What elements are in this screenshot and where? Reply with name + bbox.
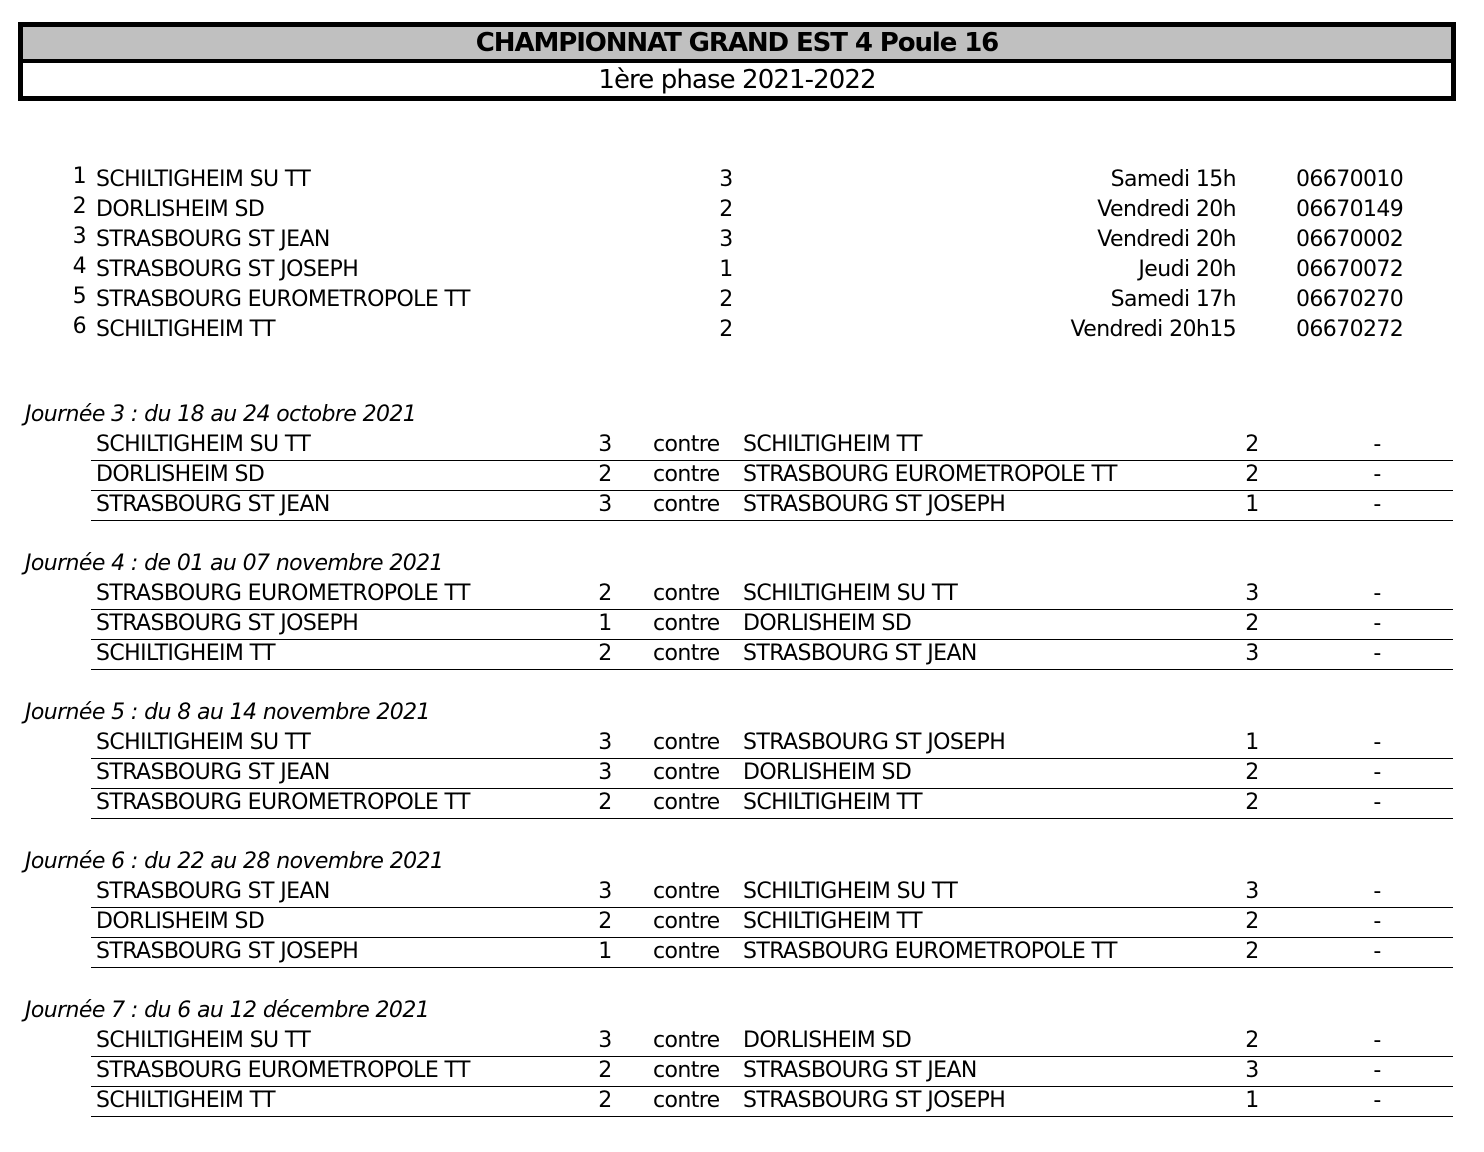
team-schedule: Samedi 15h (1110, 167, 1236, 192)
match-row (91, 1057, 1453, 1087)
versus-label: contre (653, 909, 720, 934)
home-team: SCHILTIGHEIM TT (96, 641, 275, 666)
team-score: 1 (719, 257, 733, 282)
home-score: 3 (598, 879, 612, 904)
away-team: SCHILTIGHEIM SU TT (743, 581, 958, 606)
versus-label: contre (653, 641, 720, 666)
team-score: 3 (719, 227, 733, 252)
away-score: 2 (1245, 432, 1259, 457)
versus-label: contre (653, 790, 720, 815)
away-score: 1 (1245, 730, 1259, 755)
home-score: 3 (598, 492, 612, 517)
team-rank: 3 (72, 224, 86, 249)
versus-label: contre (653, 760, 720, 785)
versus-label: contre (653, 492, 720, 517)
team-schedule: Vendredi 20h (1097, 227, 1236, 252)
versus-label: contre (653, 1028, 720, 1053)
match-row (91, 580, 1453, 610)
match-row (91, 878, 1453, 908)
team-schedule: Samedi 17h (1110, 287, 1236, 312)
team-code: 06670072 (1296, 257, 1404, 282)
team-score: 2 (719, 287, 733, 312)
match-result: - (1373, 939, 1381, 964)
away-score: 2 (1245, 939, 1259, 964)
home-score: 3 (598, 1028, 612, 1053)
away-score: 2 (1245, 1028, 1259, 1053)
away-team: STRASBOURG ST JEAN (743, 641, 977, 666)
match-row (91, 908, 1453, 938)
away-score: 2 (1245, 462, 1259, 487)
match-result: - (1373, 909, 1381, 934)
away-team: SCHILTIGHEIM TT (743, 432, 922, 457)
away-team: DORLISHEIM SD (743, 1028, 912, 1053)
away-score: 2 (1245, 760, 1259, 785)
team-score: 2 (719, 197, 733, 222)
match-result: - (1373, 760, 1381, 785)
team-row (0, 285, 1484, 315)
away-score: 1 (1245, 1088, 1259, 1113)
team-rank: 4 (72, 254, 86, 279)
home-score: 1 (598, 939, 612, 964)
away-score: 2 (1245, 790, 1259, 815)
match-result: - (1373, 611, 1381, 636)
away-team: STRASBOURG ST JOSEPH (743, 492, 1006, 517)
home-score: 2 (598, 1058, 612, 1083)
team-name: STRASBOURG EUROMETROPOLE TT (96, 287, 470, 312)
away-score: 2 (1245, 611, 1259, 636)
away-team: STRASBOURG ST JOSEPH (743, 730, 1006, 755)
away-team: STRASBOURG EUROMETROPOLE TT (743, 939, 1117, 964)
match-row (91, 640, 1453, 670)
teams-list (0, 165, 1484, 345)
match-result: - (1373, 1028, 1381, 1053)
home-team: STRASBOURG ST JOSEPH (96, 939, 359, 964)
home-score: 3 (598, 432, 612, 457)
match-result: - (1373, 1088, 1381, 1113)
journee-title: Journée 7 : du 6 au 12 décembre 2021 (25, 998, 430, 1023)
team-rank: 6 (72, 314, 86, 339)
away-team: SCHILTIGHEIM TT (743, 909, 922, 934)
home-team: STRASBOURG ST JEAN (96, 879, 330, 904)
match-result: - (1373, 492, 1381, 517)
home-team: STRASBOURG ST JEAN (96, 492, 330, 517)
team-name: DORLISHEIM SD (96, 197, 265, 222)
away-team: DORLISHEIM SD (743, 611, 912, 636)
match-row (91, 729, 1453, 759)
team-rank: 2 (72, 194, 86, 219)
team-code: 06670270 (1296, 287, 1404, 312)
versus-label: contre (653, 1058, 720, 1083)
home-team: SCHILTIGHEIM TT (96, 1088, 275, 1113)
away-score: 1 (1245, 492, 1259, 517)
match-result: - (1373, 641, 1381, 666)
team-row (0, 225, 1484, 255)
versus-label: contre (653, 1088, 720, 1113)
team-row (0, 315, 1484, 345)
home-score: 2 (598, 641, 612, 666)
team-rank: 5 (72, 284, 86, 309)
team-name: SCHILTIGHEIM TT (96, 317, 275, 342)
team-name: STRASBOURG ST JOSEPH (96, 257, 359, 282)
home-team: SCHILTIGHEIM SU TT (96, 432, 311, 457)
team-code: 06670149 (1296, 197, 1404, 222)
home-score: 2 (598, 1088, 612, 1113)
team-row (0, 195, 1484, 225)
versus-label: contre (653, 432, 720, 457)
match-result: - (1373, 462, 1381, 487)
journee-title: Journée 3 : du 18 au 24 octobre 2021 (25, 402, 417, 427)
away-team: SCHILTIGHEIM SU TT (743, 879, 958, 904)
away-score: 3 (1245, 879, 1259, 904)
team-schedule: Vendredi 20h (1097, 197, 1236, 222)
team-name: SCHILTIGHEIM SU TT (96, 167, 311, 192)
away-score: 3 (1245, 581, 1259, 606)
match-row (91, 789, 1453, 819)
away-team: SCHILTIGHEIM TT (743, 790, 922, 815)
versus-label: contre (653, 611, 720, 636)
home-team: DORLISHEIM SD (96, 909, 265, 934)
team-schedule: Vendredi 20h15 (1070, 317, 1236, 342)
home-team: STRASBOURG EUROMETROPOLE TT (96, 1058, 470, 1083)
match-result: - (1373, 432, 1381, 457)
home-score: 2 (598, 581, 612, 606)
journee-title: Journée 4 : de 01 au 07 novembre 2021 (25, 551, 443, 576)
home-score: 2 (598, 790, 612, 815)
home-team: SCHILTIGHEIM SU TT (96, 730, 311, 755)
away-team: DORLISHEIM SD (743, 760, 912, 785)
home-score: 3 (598, 760, 612, 785)
away-score: 3 (1245, 641, 1259, 666)
home-team: STRASBOURG ST JEAN (96, 760, 330, 785)
home-team: STRASBOURG EUROMETROPOLE TT (96, 790, 470, 815)
match-row (91, 610, 1453, 640)
team-score: 3 (719, 167, 733, 192)
match-row (91, 938, 1453, 968)
home-team: STRASBOURG ST JOSEPH (96, 611, 359, 636)
match-result: - (1373, 1058, 1381, 1083)
team-score: 2 (719, 317, 733, 342)
team-name: STRASBOURG ST JEAN (96, 227, 330, 252)
match-row (91, 1027, 1453, 1057)
page-title: CHAMPIONNAT GRAND EST 4 Poule 16 (23, 27, 1451, 63)
versus-label: contre (653, 730, 720, 755)
versus-label: contre (653, 581, 720, 606)
home-score: 2 (598, 462, 612, 487)
home-score: 3 (598, 730, 612, 755)
versus-label: contre (653, 879, 720, 904)
match-row (91, 759, 1453, 789)
home-score: 2 (598, 909, 612, 934)
away-score: 2 (1245, 909, 1259, 934)
away-score: 3 (1245, 1058, 1259, 1083)
match-row (91, 491, 1453, 521)
home-team: DORLISHEIM SD (96, 462, 265, 487)
home-team: STRASBOURG EUROMETROPOLE TT (96, 581, 470, 606)
team-row (0, 165, 1484, 195)
home-score: 1 (598, 611, 612, 636)
page-subtitle: 1ère phase 2021-2022 (598, 65, 876, 95)
versus-label: contre (653, 462, 720, 487)
team-schedule: Jeudi 20h (1138, 257, 1236, 282)
versus-label: contre (653, 939, 720, 964)
header-box (18, 22, 1456, 101)
journee-title: Journée 6 : du 22 au 28 novembre 2021 (25, 849, 444, 874)
match-row (91, 461, 1453, 491)
team-code: 06670010 (1296, 167, 1404, 192)
home-team: SCHILTIGHEIM SU TT (96, 1028, 311, 1053)
match-result: - (1373, 790, 1381, 815)
away-team: STRASBOURG EUROMETROPOLE TT (743, 462, 1117, 487)
match-result: - (1373, 730, 1381, 755)
away-team: STRASBOURG ST JEAN (743, 1058, 977, 1083)
team-code: 06670002 (1296, 227, 1404, 252)
team-row (0, 255, 1484, 285)
match-result: - (1373, 879, 1381, 904)
match-row (91, 1087, 1453, 1117)
team-code: 06670272 (1296, 317, 1404, 342)
match-row (91, 431, 1453, 461)
journee-title: Journée 5 : du 8 au 14 novembre 2021 (25, 700, 430, 725)
match-result: - (1373, 581, 1381, 606)
away-team: STRASBOURG ST JOSEPH (743, 1088, 1006, 1113)
team-rank: 1 (72, 164, 86, 189)
